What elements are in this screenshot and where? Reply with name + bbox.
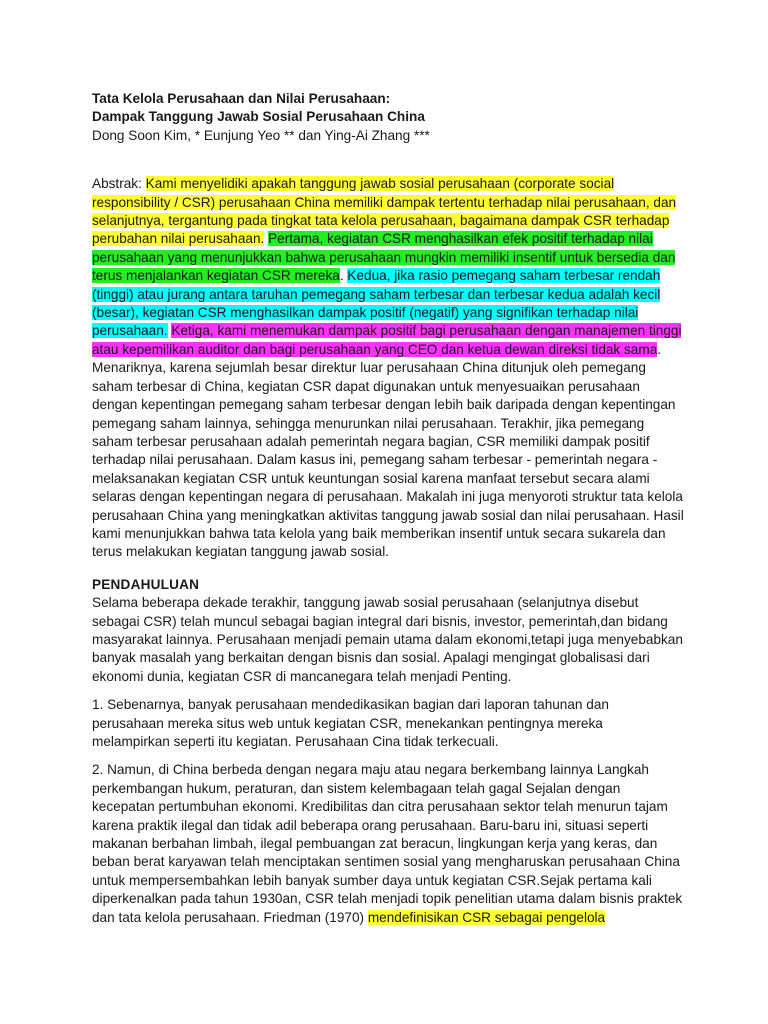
abstract-highlight-magenta: Ketiga, kami menemukan dampak positif bagi perusahaan dengan manajemen tinggi atau kepemilikan auditor dan bagi perusahaan yang CEO dan ketua dewan direksi tidak sama bbox=[92, 323, 682, 357]
abstract-highlight-green: Pertama, kegiatan CSR menghasilkan efek positif terhadap nilai perusahaan yang menunjukkan bahwa perusahaan mungkin memiliki insentif untuk bersedia dan terus menjalankan kegiatan CSR mereka bbox=[92, 231, 676, 284]
paragraph-3-text: 2. Namun, di China berbeda dengan negara maju atau negara berkembang lainnya Langkah perkembangan hukum, peraturan, dan sistem kelembagaan telah gagal Sejalan dengan kecepatan pertumbuhan ekonomi. Kredibilitas dan citra perusahaan sektor telah menurun tajam karena praktik ilegal dan tidak adil beberapa orang perusahaan. Baru-baru ini, situasi seperti makanan berbahan limbah, ilegal pembuangan zat beracun, lingkungan kerja yang keras, dan beban berat karyawan telah menciptakan sentimen sosial yang mengharuskan perusahaan China untuk mempersembahkan lebih banyak sumber daya untuk kegiatan CSR.Sejak pertama kali diperkenalkan pada tahun 1930an, CSR telah menjadi topik penelitian utama dalam bisnis praktek dan tata kelola perusahaan. Friedman (1970) bbox=[92, 762, 683, 925]
title-line-1: Tata Kelola Perusahaan dan Nilai Perusahaan: bbox=[92, 91, 391, 106]
abstract-highlight-cyan: Kedua, jika rasio pemegang saham terbesar rendah (tinggi) atau jurang antara taruhan pemegang saham terbesar dan terbesar kedua adalah kecil (besar), kegiatan CSR menghasilkan dampak positif (negatif) yang signifikan terhadap nilai perusahaan. bbox=[92, 268, 661, 339]
title-line-2: Dampak Tanggung Jawab Sosial Perusahaan China bbox=[92, 109, 425, 125]
paragraph-3-highlight: mendefinisikan CSR sebagai pengelola bbox=[367, 909, 606, 925]
abstract-highlight-yellow: Kami menyelidiki apakah tanggung jawab sosial perusahaan (corporate social responsibility / CSR) perusahaan China memiliki dampak tertentu terhadap nilai perusahaan, dan selanjutnya, tergantung pada tingkat tata kelola perusahaan, bagaimana dampak CSR terhadap perubahan nilai perusahaan. bbox=[92, 176, 677, 247]
paragraph-1: Selama beberapa dekade terakhir, tanggung jawab sosial perusahaan (selanjutnya disebut sebagai CSR) telah muncul sebagai bagian integral dari bisnis, investor, pemerintah,dan bidang masyarakat lainnya. Perusahaan menjadi pemain utama dalam ekonomi,tetapi juga menyebabkan banyak masalah yang berkaitan dengan bisnis dan sosial. Apalagi mengingat globalisasi dari ekonomi dunia, kegiatan CSR di mancanegara telah menjadi Penting. bbox=[92, 595, 683, 684]
paragraph-3 bbox=[92, 761, 684, 927]
author-list: Dong Soon Kim, * Eunjung Yeo ** dan Ying-Ai Zhang *** bbox=[92, 127, 430, 143]
document-page bbox=[92, 90, 684, 927]
abstract-body-text: . Menariknya, karena sejumlah besar direktur luar perusahaan China ditunjuk oleh pemegang saham terbesar di China, kegiatan CSR dapat digunakan untuk menyesuaikan perusahaan dengan kepentingan pemegang saham terbesar dengan lebih baik daripada dengan kepentingan pemegang saham lainnya, sehingga menurunkan nilai perusahaan. Terakhir, jika pemegang saham terbesar perusahaan adalah pemerintah negara bagian, CSR memiliki dampak positif terhadap nilai perusahaan. Dalam kasus ini, pemegang saham terbesar - pemerintah negara - melaksanakan kegiatan CSR untuk keuntungan sosial karena manfaat tersebut secara alami selaras dengan kepentingan negara di perusahaan. Makalah ini juga menyoroti struktur tata kelola perusahaan China yang meningkatkan aktivitas tanggung jawab sosial dan nilai perusahaan. Hasil kami menunjukkan bahwa tata kelola yang baik memberikan insentif untuk secara sukarela dan terus melakukan kegiatan tanggung jawab sosial. bbox=[92, 341, 684, 560]
abstract-paragraph: Abstrak: Kami menyelidiki apakah tanggung jawab sosial perusahaan (corporate social responsibility / CSR) perusahaan China memiliki dampak tertentu terhadap nilai perusahaan, dan selanjutnya, tergantung pada tingkat tata kelola perusahaan, bagaimana dampak CSR terhadap perubahan nilai perusahaan. Pertama, kegiatan CSR menghasilkan efek positif terhadap nilai perusahaan yang menunjukkan bahwa perusahaan mungkin memiliki insentif untuk bersedia dan terus menjalankan kegiatan CSR mereka. Kedua, jika rasio pemegang saham terbesar rendah (tinggi) atau jurang antara taruhan pemegang saham terbesar dan terbesar kedua adalah kecil (besar), kegiatan CSR menghasilkan dampak positif (negatif) yang signifikan terhadap nilai perusahaan. Ketiga, kami menemukan dampak positif bagi perusahaan dengan manajemen tinggi atau kepemilikan auditor dan bagi perusahaan yang CEO dan ketua dewan direksi tidak sama. Menariknya, karena sejumlah besar direktur luar perusahaan China ditunjuk oleh pemegang saham terbesar di China, kegiatan CSR dapat digunakan untuk menyesuaikan perusahaan dengan kepentingan pemegang saham terbesar dengan lebih baik daripada dengan kepentingan pemegang saham lainnya, sehingga menurunkan nilai perusahaan. Terakhir, jika pemegang saham terbesar perusahaan adalah pemerintah negara bagian, CSR memiliki dampak positif terhadap nilai perusahaan. Dalam kasus ini, pemegang saham terbesar - pemerintah negara - melaksanakan kegiatan CSR untuk keuntungan sosial karena manfaat tersebut secara alami selaras dengan kepentingan negara di perusahaan. Makalah ini juga menyoroti struktur tata kelola perusahaan China yang meningkatkan aktivitas tanggung jawab sosial dan nilai perusahaan. Hasil kami menunjukkan bahwa tata kelola yang baik memberikan insentif untuk secara sukarela dan terus melakukan kegiatan tanggung jawab sosial. bbox=[92, 176, 684, 560]
paragraph-2: 1. Sebenarnya, banyak perusahaan mendedikasikan bagian dari laporan tahunan dan perusahaan mereka situs web untuk kegiatan CSR, menekankan pentingnya mereka melampirkan seperti itu kegiatan. Perusahaan Cina tidak terkecuali. bbox=[92, 697, 609, 749]
section-heading: PENDAHULUAN bbox=[92, 576, 200, 592]
abstract-label: Abstrak: bbox=[92, 176, 146, 192]
